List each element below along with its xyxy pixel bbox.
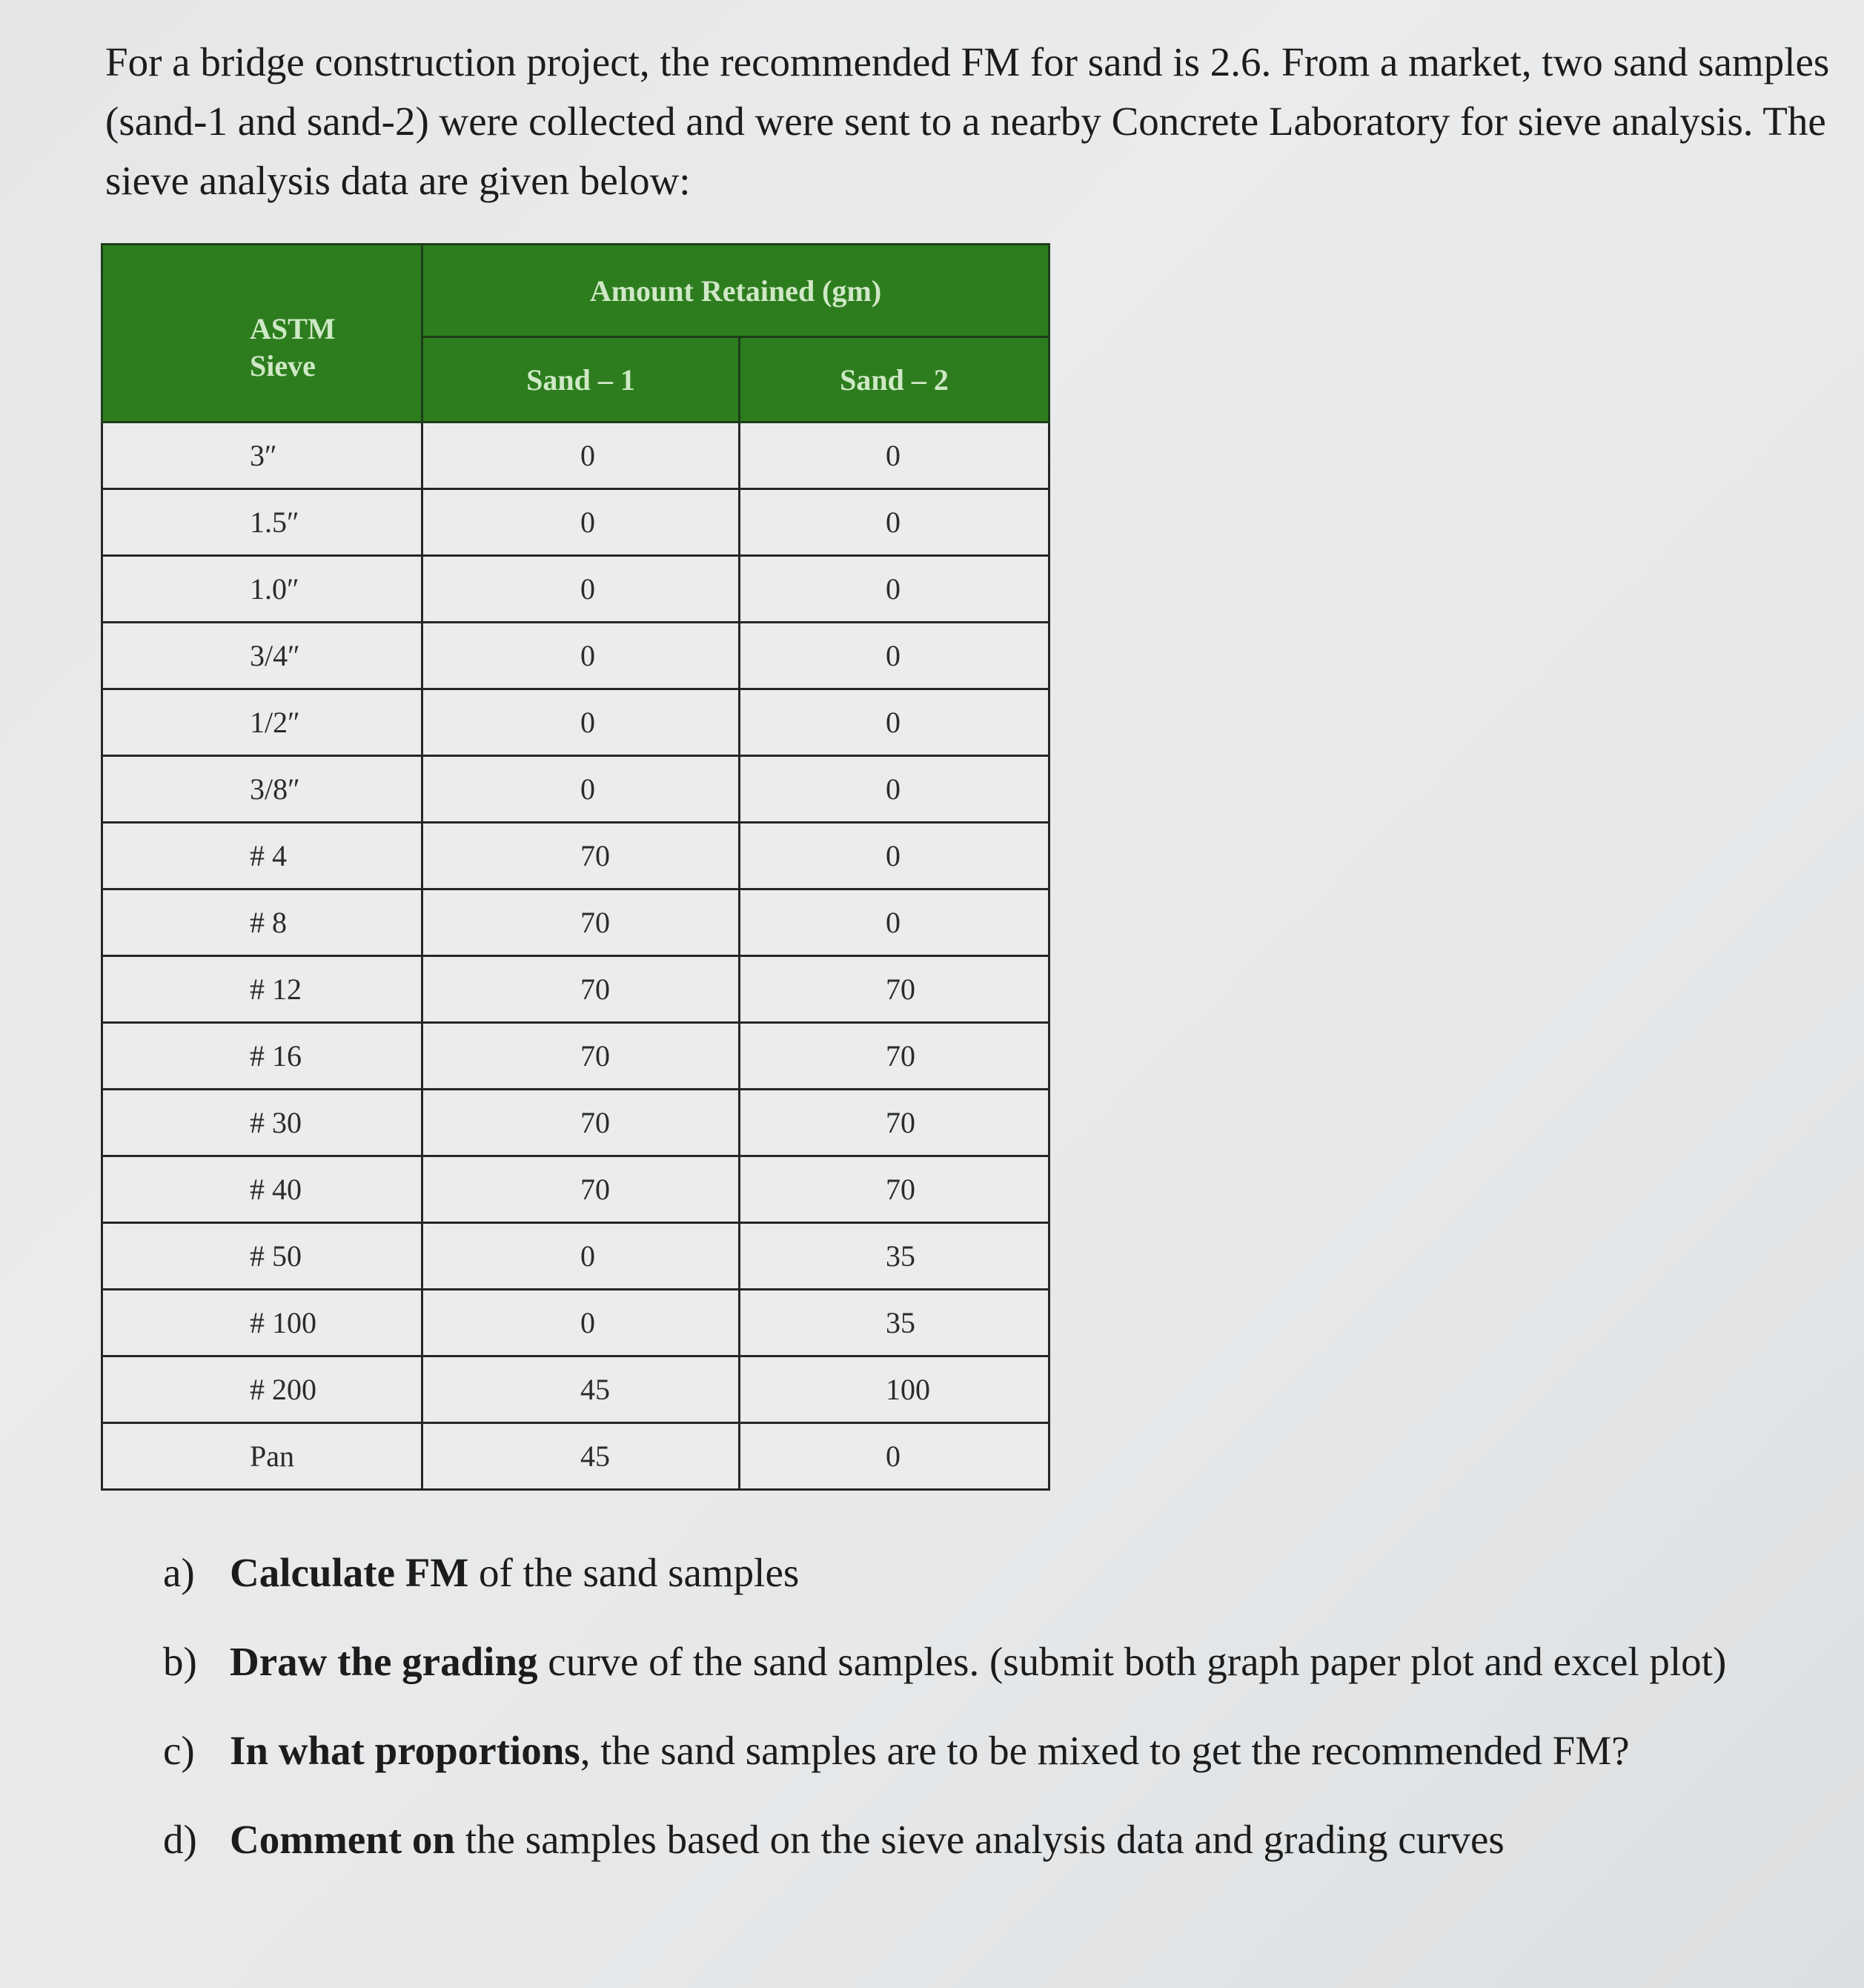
sand-1-value: 0 xyxy=(422,689,740,756)
sand-2-value: 70 xyxy=(740,1156,1049,1223)
table-row xyxy=(102,1090,1049,1156)
sieve-size: Pan xyxy=(102,1423,422,1490)
table-row xyxy=(102,1223,1049,1290)
question-letter: d) xyxy=(163,1817,197,1862)
table-row xyxy=(102,823,1049,889)
question-text: of the sand samples xyxy=(468,1550,800,1595)
sand-1-value: 45 xyxy=(422,1423,740,1490)
sand-2-value: 100 xyxy=(740,1356,1049,1423)
question-c xyxy=(163,1721,1838,1780)
sand-1-value: 0 xyxy=(422,1290,740,1356)
table-row xyxy=(102,756,1049,823)
question-emphasis: Draw the grading xyxy=(230,1639,538,1684)
problem-statement: For a bridge construction project, the recommended FM for sand is 2.6. From a market, two sand samples (sand-1 and sand-2) were collected and were sent to a nearby Concrete Laboratory for sieve analysis. The sieve analysis data are given below: xyxy=(105,39,1830,203)
sand-2-value: 0 xyxy=(740,623,1049,689)
sieve-size: 1.0″ xyxy=(102,556,422,623)
question-a xyxy=(163,1543,1838,1603)
sand-2-value: 0 xyxy=(740,556,1049,623)
header-astm-sieve-line1: ASTM xyxy=(250,312,336,345)
sand-1-value: 70 xyxy=(422,1090,740,1156)
question-emphasis: Calculate FM xyxy=(230,1550,469,1595)
sand-2-value: 70 xyxy=(740,956,1049,1023)
table-row xyxy=(102,489,1049,556)
question-d xyxy=(163,1810,1838,1869)
question-list xyxy=(163,1543,1838,1899)
sand-2-value: 0 xyxy=(740,756,1049,823)
header-sand-1: Sand – 1 xyxy=(422,337,740,423)
table-row xyxy=(102,1423,1049,1490)
table-row xyxy=(102,556,1049,623)
table-row xyxy=(102,1023,1049,1090)
header-amount-retained: Amount Retained (gm) xyxy=(422,245,1049,337)
sieve-size: # 30 xyxy=(102,1090,422,1156)
sieve-analysis-table xyxy=(101,243,1050,1491)
sand-2-value: 35 xyxy=(740,1290,1049,1356)
sieve-size: 3/4″ xyxy=(102,623,422,689)
sand-1-value: 70 xyxy=(422,823,740,889)
sieve-size: # 12 xyxy=(102,956,422,1023)
question-emphasis: Comment on xyxy=(230,1817,456,1862)
question-letter: c) xyxy=(163,1728,195,1773)
header-astm-sieve-line2: Sieve xyxy=(250,349,316,382)
table-row xyxy=(102,423,1049,489)
question-text: the samples based on the sieve analysis data and grading curves xyxy=(455,1817,1505,1862)
sieve-size: 3/8″ xyxy=(102,756,422,823)
sand-1-value: 45 xyxy=(422,1356,740,1423)
sand-2-value: 0 xyxy=(740,889,1049,956)
sand-2-value: 70 xyxy=(740,1090,1049,1156)
table-row xyxy=(102,1290,1049,1356)
table-row xyxy=(102,956,1049,1023)
sand-1-value: 0 xyxy=(422,623,740,689)
sand-1-value: 70 xyxy=(422,889,740,956)
sand-1-value: 0 xyxy=(422,489,740,556)
sand-2-value: 0 xyxy=(740,1423,1049,1490)
sieve-size: 1.5″ xyxy=(102,489,422,556)
sand-2-value: 0 xyxy=(740,489,1049,556)
sieve-size: # 50 xyxy=(102,1223,422,1290)
header-astm-sieve xyxy=(102,245,422,423)
sand-2-value: 70 xyxy=(740,1023,1049,1090)
sieve-size: # 4 xyxy=(102,823,422,889)
sand-1-value: 0 xyxy=(422,556,740,623)
sand-2-value: 35 xyxy=(740,1223,1049,1290)
question-letter: b) xyxy=(163,1639,197,1684)
sieve-size: # 16 xyxy=(102,1023,422,1090)
table-row xyxy=(102,1156,1049,1223)
question-letter: a) xyxy=(163,1550,195,1595)
table-row xyxy=(102,889,1049,956)
sieve-table-body xyxy=(102,423,1049,1490)
sieve-size: 3″ xyxy=(102,423,422,489)
sieve-size: 1/2″ xyxy=(102,689,422,756)
table-row xyxy=(102,623,1049,689)
sand-1-value: 0 xyxy=(422,756,740,823)
sand-2-value: 0 xyxy=(740,823,1049,889)
sand-2-value: 0 xyxy=(740,689,1049,756)
sieve-size: # 8 xyxy=(102,889,422,956)
sieve-size: # 100 xyxy=(102,1290,422,1356)
sieve-size: # 40 xyxy=(102,1156,422,1223)
header-sand-2: Sand – 2 xyxy=(740,337,1049,423)
sieve-size: # 200 xyxy=(102,1356,422,1423)
sand-1-value: 0 xyxy=(422,1223,740,1290)
sand-2-value: 0 xyxy=(740,423,1049,489)
sand-1-value: 70 xyxy=(422,956,740,1023)
question-text: curve of the sand samples. (submit both graph paper plot and excel plot) xyxy=(537,1639,1727,1684)
table-row xyxy=(102,1356,1049,1423)
sand-1-value: 70 xyxy=(422,1156,740,1223)
question-text: , the sand samples are to be mixed to get the recommended FM? xyxy=(580,1728,1630,1773)
sand-1-value: 0 xyxy=(422,423,740,489)
sand-1-value: 70 xyxy=(422,1023,740,1090)
table-row xyxy=(102,689,1049,756)
question-b xyxy=(163,1632,1838,1692)
question-emphasis: In what proportions xyxy=(230,1728,580,1773)
